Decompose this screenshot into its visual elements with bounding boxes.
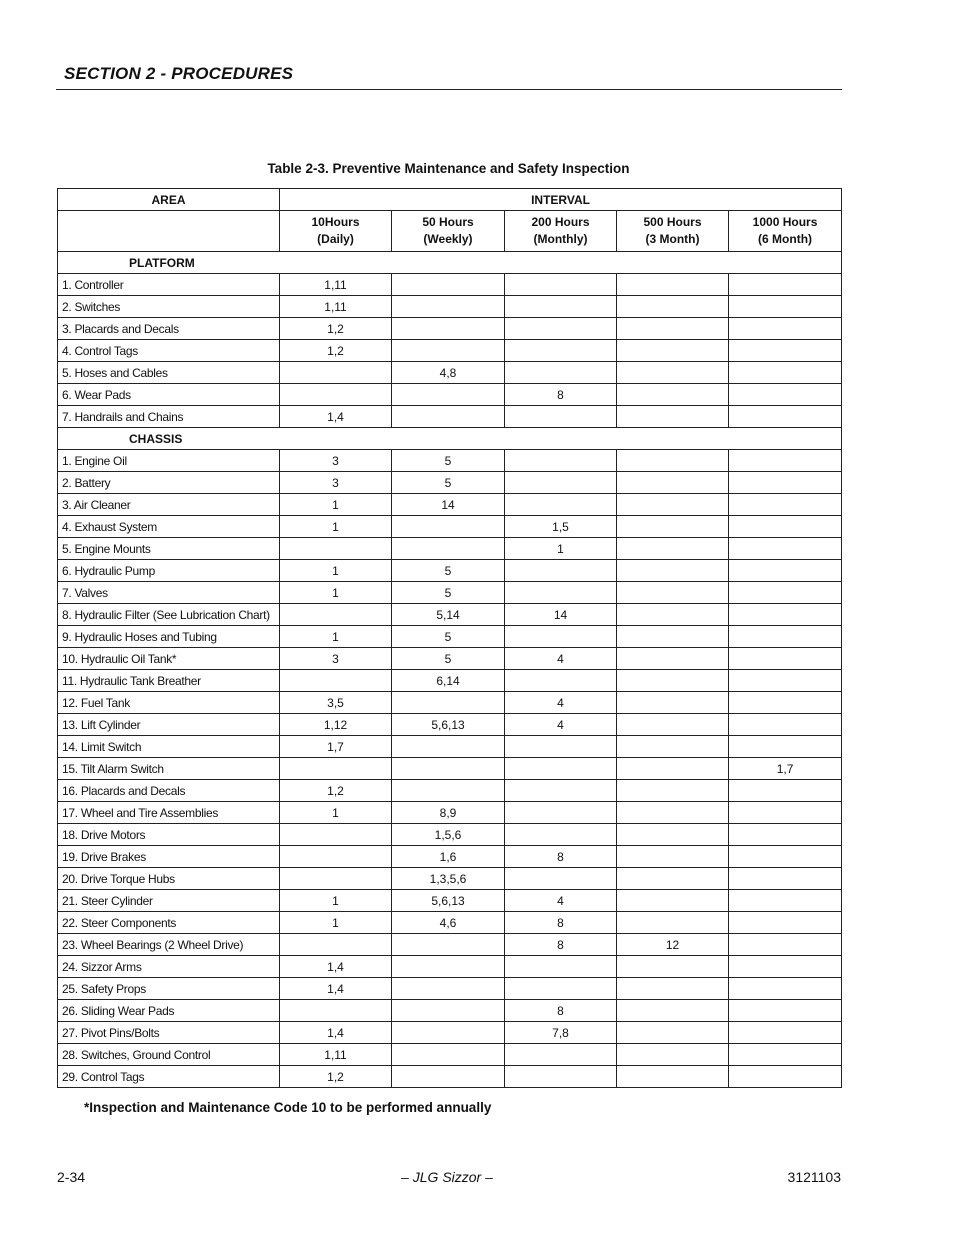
interval-cell xyxy=(392,538,505,560)
area-cell: 22. Steer Components xyxy=(58,912,280,934)
interval-cell xyxy=(280,868,392,890)
interval-cell xyxy=(729,406,842,428)
table-row xyxy=(58,780,842,802)
area-cell: 24. Sizzor Arms xyxy=(58,956,280,978)
table-header-row xyxy=(58,189,842,211)
interval-cell xyxy=(392,956,505,978)
interval-cell xyxy=(392,758,505,780)
interval-subheader-row xyxy=(58,211,842,252)
table-row xyxy=(58,934,842,956)
interval-cell xyxy=(617,538,729,560)
area-cell: 29. Control Tags xyxy=(58,1066,280,1088)
interval-cell: 1 xyxy=(280,494,392,516)
interval-cell xyxy=(617,274,729,296)
table-row xyxy=(58,1066,842,1088)
interval-cell xyxy=(505,626,617,648)
interval-cell: 1,5 xyxy=(505,516,617,538)
interval-cell xyxy=(729,1000,842,1022)
area-cell: 14. Limit Switch xyxy=(58,736,280,758)
interval-cell xyxy=(617,1066,729,1088)
interval-cell xyxy=(617,516,729,538)
area-cell: 26. Sliding Wear Pads xyxy=(58,1000,280,1022)
interval-cell: 1 xyxy=(280,912,392,934)
interval-cell xyxy=(729,648,842,670)
interval-cell: 12 xyxy=(617,934,729,956)
table-row xyxy=(58,824,842,846)
area-cell: 3. Placards and Decals xyxy=(58,318,280,340)
interval-cell: 1 xyxy=(280,582,392,604)
interval-cell xyxy=(729,274,842,296)
table-row xyxy=(58,956,842,978)
table-row xyxy=(58,868,842,890)
interval-cell xyxy=(617,780,729,802)
interval-cell: 1,2 xyxy=(280,340,392,362)
interval-cell xyxy=(392,318,505,340)
section-row-platform xyxy=(58,252,842,274)
area-cell: 8. Hydraulic Filter (See Lubrication Chart) xyxy=(58,604,280,626)
table-row xyxy=(58,538,842,560)
interval-cell xyxy=(280,670,392,692)
interval-cell xyxy=(729,846,842,868)
interval-cell xyxy=(392,1044,505,1066)
table-row xyxy=(58,318,842,340)
area-cell: 13. Lift Cylinder xyxy=(58,714,280,736)
area-cell: 10. Hydraulic Oil Tank* xyxy=(58,648,280,670)
interval-cell: 1,6 xyxy=(392,846,505,868)
interval-cell: 4,6 xyxy=(392,912,505,934)
table-row xyxy=(58,450,842,472)
interval-cell: 5 xyxy=(392,626,505,648)
interval-cell xyxy=(617,362,729,384)
interval-cell: 1,4 xyxy=(280,1022,392,1044)
area-cell: 16. Placards and Decals xyxy=(58,780,280,802)
area-cell: 7. Valves xyxy=(58,582,280,604)
table-row xyxy=(58,846,842,868)
table-row xyxy=(58,560,842,582)
interval-cell xyxy=(617,802,729,824)
interval-cell xyxy=(505,560,617,582)
interval-cell: 5 xyxy=(392,560,505,582)
interval-cell: 14 xyxy=(505,604,617,626)
interval-cell: 8 xyxy=(505,1000,617,1022)
area-cell: 1. Controller xyxy=(58,274,280,296)
interval-cell xyxy=(505,956,617,978)
interval-cell xyxy=(505,978,617,1000)
interval-cell xyxy=(617,824,729,846)
interval-cell xyxy=(729,714,842,736)
table-row xyxy=(58,384,842,406)
interval-cell xyxy=(505,780,617,802)
table-row xyxy=(58,736,842,758)
interval-cell: 1,4 xyxy=(280,956,392,978)
interval-cell: 1,3,5,6 xyxy=(392,868,505,890)
interval-cell xyxy=(617,406,729,428)
interval-column-header: INTERVAL xyxy=(280,189,842,211)
header-divider xyxy=(56,89,842,90)
table-row xyxy=(58,890,842,912)
area-cell: 19. Drive Brakes xyxy=(58,846,280,868)
interval-cell: 1,12 xyxy=(280,714,392,736)
area-cell: 23. Wheel Bearings (2 Wheel Drive) xyxy=(58,934,280,956)
table-row xyxy=(58,604,842,626)
interval-cell: 1,4 xyxy=(280,406,392,428)
interval-cell: 1,5,6 xyxy=(392,824,505,846)
interval-cell: 5 xyxy=(392,450,505,472)
interval-cell xyxy=(729,934,842,956)
table-row xyxy=(58,1044,842,1066)
area-cell: 28. Switches, Ground Control xyxy=(58,1044,280,1066)
interval-cell xyxy=(729,318,842,340)
interval-cell: 8 xyxy=(505,846,617,868)
area-cell: 25. Safety Props xyxy=(58,978,280,1000)
interval-cell xyxy=(505,472,617,494)
interval-cell xyxy=(280,362,392,384)
interval-cell: 4 xyxy=(505,890,617,912)
interval-cell xyxy=(729,912,842,934)
interval-cell: 1 xyxy=(280,560,392,582)
interval-cell xyxy=(617,340,729,362)
interval-cell xyxy=(392,296,505,318)
table-row xyxy=(58,296,842,318)
table-row xyxy=(58,978,842,1000)
interval-cell xyxy=(729,296,842,318)
interval-cell xyxy=(729,472,842,494)
table-row xyxy=(58,1022,842,1044)
interval-header-3-month: 500 Hours (3 Month) xyxy=(617,211,729,252)
interval-cell xyxy=(505,450,617,472)
area-cell: 5. Engine Mounts xyxy=(58,538,280,560)
interval-cell xyxy=(280,824,392,846)
interval-cell xyxy=(729,802,842,824)
interval-cell xyxy=(505,406,617,428)
interval-cell xyxy=(729,582,842,604)
table-footnote: *Inspection and Maintenance Code 10 to be performed annually xyxy=(84,1100,492,1115)
interval-cell xyxy=(617,472,729,494)
interval-cell xyxy=(617,714,729,736)
interval-cell: 8,9 xyxy=(392,802,505,824)
interval-cell xyxy=(280,758,392,780)
interval-cell xyxy=(617,604,729,626)
area-cell: 3. Air Cleaner xyxy=(58,494,280,516)
interval-cell: 5 xyxy=(392,582,505,604)
interval-cell xyxy=(617,956,729,978)
interval-cell xyxy=(729,890,842,912)
interval-cell: 5,6,13 xyxy=(392,714,505,736)
interval-cell xyxy=(617,318,729,340)
interval-cell: 5,14 xyxy=(392,604,505,626)
table-row xyxy=(58,692,842,714)
interval-cell xyxy=(505,824,617,846)
interval-cell xyxy=(505,1044,617,1066)
interval-cell: 1 xyxy=(280,626,392,648)
interval-cell: 1,7 xyxy=(729,758,842,780)
footer-title: – JLG Sizzor – xyxy=(401,1169,493,1185)
interval-cell: 6,14 xyxy=(392,670,505,692)
interval-cell xyxy=(617,868,729,890)
interval-cell xyxy=(617,846,729,868)
interval-cell xyxy=(280,604,392,626)
interval-cell xyxy=(729,604,842,626)
area-cell: 21. Steer Cylinder xyxy=(58,890,280,912)
interval-cell xyxy=(729,692,842,714)
interval-cell xyxy=(392,384,505,406)
interval-cell: 1 xyxy=(280,516,392,538)
interval-cell: 3 xyxy=(280,648,392,670)
area-cell: 17. Wheel and Tire Assemblies xyxy=(58,802,280,824)
section-row-chassis xyxy=(58,428,842,450)
area-cell: 9. Hydraulic Hoses and Tubing xyxy=(58,626,280,648)
table-row xyxy=(58,670,842,692)
interval-cell xyxy=(617,978,729,1000)
area-cell: 7. Handrails and Chains xyxy=(58,406,280,428)
interval-cell xyxy=(729,538,842,560)
interval-header-monthly: 200 Hours (Monthly) xyxy=(505,211,617,252)
interval-cell xyxy=(729,516,842,538)
maintenance-table xyxy=(57,188,842,1088)
area-cell: 15. Tilt Alarm Switch xyxy=(58,758,280,780)
interval-cell: 3 xyxy=(280,450,392,472)
area-cell: 1. Engine Oil xyxy=(58,450,280,472)
interval-cell xyxy=(505,494,617,516)
interval-cell xyxy=(729,450,842,472)
interval-cell xyxy=(505,802,617,824)
area-cell: 4. Control Tags xyxy=(58,340,280,362)
table-row xyxy=(58,406,842,428)
interval-cell xyxy=(729,384,842,406)
interval-cell xyxy=(729,362,842,384)
interval-cell: 1,2 xyxy=(280,318,392,340)
table-title: Table 2-3. Preventive Maintenance and Safety Inspection xyxy=(267,161,630,176)
interval-cell: 4,8 xyxy=(392,362,505,384)
interval-cell xyxy=(392,1066,505,1088)
interval-cell: 4 xyxy=(505,648,617,670)
interval-cell xyxy=(392,274,505,296)
interval-cell xyxy=(280,846,392,868)
interval-cell xyxy=(617,692,729,714)
interval-cell xyxy=(617,736,729,758)
interval-cell xyxy=(617,758,729,780)
interval-cell xyxy=(617,1044,729,1066)
interval-header-6-month: 1000 Hours (6 Month) xyxy=(729,211,842,252)
interval-cell xyxy=(392,978,505,1000)
interval-cell xyxy=(729,1066,842,1088)
interval-cell xyxy=(617,890,729,912)
interval-cell: 1,2 xyxy=(280,1066,392,1088)
interval-cell: 1 xyxy=(280,802,392,824)
interval-cell xyxy=(505,274,617,296)
interval-cell xyxy=(729,340,842,362)
interval-cell xyxy=(617,648,729,670)
table-row xyxy=(58,802,842,824)
interval-cell: 1 xyxy=(505,538,617,560)
interval-cell xyxy=(392,1000,505,1022)
interval-cell xyxy=(729,978,842,1000)
area-cell: 2. Battery xyxy=(58,472,280,494)
area-cell: 27. Pivot Pins/Bolts xyxy=(58,1022,280,1044)
interval-cell xyxy=(617,626,729,648)
area-cell: 5. Hoses and Cables xyxy=(58,362,280,384)
interval-cell: 4 xyxy=(505,714,617,736)
interval-cell: 1,11 xyxy=(280,1044,392,1066)
page-number: 2-34 xyxy=(57,1169,86,1185)
interval-cell xyxy=(729,780,842,802)
interval-cell: 14 xyxy=(392,494,505,516)
interval-cell xyxy=(392,516,505,538)
interval-cell: 5 xyxy=(392,648,505,670)
interval-cell xyxy=(617,582,729,604)
interval-cell xyxy=(280,384,392,406)
table-row xyxy=(58,274,842,296)
area-cell: 20. Drive Torque Hubs xyxy=(58,868,280,890)
interval-cell xyxy=(505,362,617,384)
interval-cell xyxy=(392,934,505,956)
interval-cell xyxy=(505,296,617,318)
area-cell: 11. Hydraulic Tank Breather xyxy=(58,670,280,692)
section-heading: PLATFORM xyxy=(58,252,842,274)
interval-cell xyxy=(729,560,842,582)
interval-cell xyxy=(617,450,729,472)
interval-cell: 5,6,13 xyxy=(392,890,505,912)
table-row xyxy=(58,494,842,516)
interval-cell xyxy=(505,868,617,890)
interval-cell xyxy=(392,692,505,714)
interval-cell: 1,2 xyxy=(280,780,392,802)
interval-cell xyxy=(392,780,505,802)
interval-cell xyxy=(617,912,729,934)
interval-cell: 4 xyxy=(505,692,617,714)
interval-cell xyxy=(729,1044,842,1066)
empty-header-cell xyxy=(58,211,280,252)
section-title: SECTION 2 - PROCEDURES xyxy=(64,64,294,83)
table-row xyxy=(58,714,842,736)
interval-cell xyxy=(729,626,842,648)
interval-cell xyxy=(392,340,505,362)
table-row xyxy=(58,340,842,362)
interval-cell: 1,4 xyxy=(280,978,392,1000)
area-cell: 6. Hydraulic Pump xyxy=(58,560,280,582)
section-heading: CHASSIS xyxy=(58,428,842,450)
interval-cell xyxy=(729,824,842,846)
interval-cell: 8 xyxy=(505,384,617,406)
interval-cell: 1,11 xyxy=(280,274,392,296)
table-row xyxy=(58,912,842,934)
interval-cell xyxy=(280,538,392,560)
interval-cell xyxy=(392,736,505,758)
interval-cell: 3,5 xyxy=(280,692,392,714)
area-cell: 18. Drive Motors xyxy=(58,824,280,846)
table-row xyxy=(58,648,842,670)
area-cell: 6. Wear Pads xyxy=(58,384,280,406)
interval-cell xyxy=(505,582,617,604)
interval-cell xyxy=(280,934,392,956)
interval-cell xyxy=(505,670,617,692)
table-row xyxy=(58,626,842,648)
interval-header-daily: 10Hours (Daily) xyxy=(280,211,392,252)
table-row xyxy=(58,758,842,780)
interval-header-weekly: 50 Hours (Weekly) xyxy=(392,211,505,252)
interval-cell xyxy=(617,1000,729,1022)
interval-cell: 1 xyxy=(280,890,392,912)
document-number: 3121103 xyxy=(787,1169,841,1185)
interval-cell xyxy=(280,1000,392,1022)
area-cell: 12. Fuel Tank xyxy=(58,692,280,714)
interval-cell xyxy=(392,406,505,428)
interval-cell xyxy=(617,1022,729,1044)
interval-cell xyxy=(617,296,729,318)
area-cell: 4. Exhaust System xyxy=(58,516,280,538)
interval-cell xyxy=(729,494,842,516)
interval-cell xyxy=(505,758,617,780)
interval-cell xyxy=(729,956,842,978)
interval-cell xyxy=(505,340,617,362)
interval-cell xyxy=(392,1022,505,1044)
interval-cell: 3 xyxy=(280,472,392,494)
interval-cell xyxy=(617,560,729,582)
area-cell: 2. Switches xyxy=(58,296,280,318)
interval-cell xyxy=(505,736,617,758)
interval-cell xyxy=(505,318,617,340)
table-row xyxy=(58,582,842,604)
interval-cell: 7,8 xyxy=(505,1022,617,1044)
interval-cell: 8 xyxy=(505,934,617,956)
interval-cell xyxy=(617,670,729,692)
interval-cell xyxy=(729,1022,842,1044)
table-row xyxy=(58,516,842,538)
interval-cell: 1,11 xyxy=(280,296,392,318)
interval-cell: 1,7 xyxy=(280,736,392,758)
table-row xyxy=(58,1000,842,1022)
interval-cell xyxy=(729,736,842,758)
interval-cell xyxy=(617,384,729,406)
table-row xyxy=(58,362,842,384)
interval-cell xyxy=(617,494,729,516)
table-body xyxy=(58,252,842,1088)
table-row xyxy=(58,472,842,494)
interval-cell xyxy=(729,670,842,692)
area-column-header: AREA xyxy=(58,189,280,211)
interval-cell xyxy=(505,1066,617,1088)
interval-cell: 5 xyxy=(392,472,505,494)
interval-cell xyxy=(729,868,842,890)
interval-cell: 8 xyxy=(505,912,617,934)
